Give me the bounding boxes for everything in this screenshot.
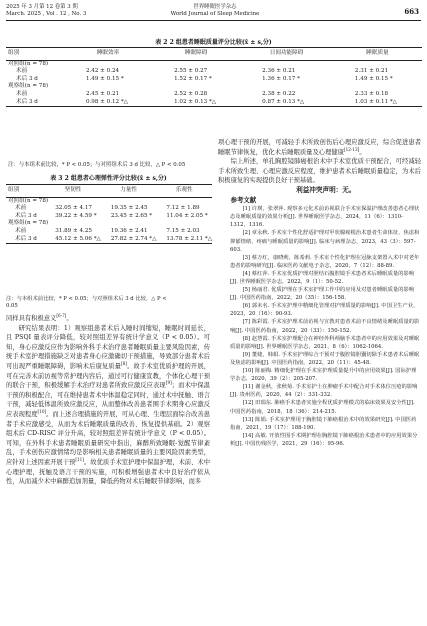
row-label: 术前: [16, 90, 28, 97]
reference-item: [13] 陈娟. 手术室护理用于胸腔镜下肺癌根治术中的效果研究[J]. 中国医药指南，2021，19（17）：188-190.: [230, 416, 417, 431]
table3-group-row: [6, 220, 212, 228]
table3-col-tenacity: 坚韧性: [45, 185, 101, 198]
row-label: 术前: [15, 205, 27, 212]
reference-item: [2] 章永秋. 手术室个性化舒适护理对甲状腺癌根治术患者生命体征、焦虑和抑郁情绪、疼痛与睡眠质量的影响[J]. 临床与病理杂志，2023，43（3）：597-603.: [230, 230, 420, 253]
citation: [9]: [165, 380, 172, 386]
table-cell: 2.38 ± 0.22: [262, 90, 296, 97]
table-cell: 1.49 ± 0.15 *: [85, 75, 124, 82]
right-column-text: [218, 138, 421, 448]
table-cell: 23.45 ± 2.65 *: [110, 212, 153, 219]
row-label: 术前: [15, 227, 27, 234]
table-cell: 13.78 ± 2.11 *△: [156, 236, 212, 244]
table-cell: 2.45 ± 0.21: [85, 90, 120, 97]
table2-col-sleep-quality: 睡眠质量: [333, 48, 422, 61]
table-cell: 1.52 ± 0.17 *: [174, 75, 212, 82]
table-cell: 7.15 ± 2.03: [166, 227, 200, 234]
header-rule: [6, 20, 421, 21]
table-cell: 32.05 ± 4.17: [55, 205, 92, 212]
table-cell: 27.82 ± 2.74 *△: [101, 236, 157, 244]
citation: [11]: [75, 456, 84, 462]
table3-group-row: [6, 197, 212, 205]
table-row: [6, 205, 212, 213]
table3: [6, 184, 212, 244]
table-cell: 2.33 ± 0.18: [354, 90, 389, 97]
references-heading: 参考文献: [230, 195, 257, 204]
reference-item: [7] 陈彩霞. 手术室护理术前访视与宣教对患者术前不良情绪及睡眠质量的影响[J]. 中国医药指南，2022，20（33）：150-152.: [230, 319, 420, 334]
table-cell: 1.49 ± 0.15 *: [354, 75, 393, 82]
text-run: 。: [359, 148, 366, 156]
table-cell: 1.03 ± 0.11 *△: [333, 99, 422, 107]
table2-group-row: [6, 60, 422, 68]
table2-group-label: 观察组(n = 78): [8, 83, 49, 90]
issue-chinese: 2025 年 3 月第 12 卷第 3 期: [6, 4, 78, 10]
row-label: 术后 3 d: [15, 212, 37, 219]
reference-item: [9] 董婕，韩娟. 手术室护理综合干预对于腹腔镜胆囊切除手术患者术后睡眠及焦虑的影响[J]. 中国医药指南，2022，20（11）：45-48.: [230, 351, 420, 366]
table2-note: 注：与本组术前比较，* P < 0.05；与对照组术后 3 d 比较，△ P < 0.05: [8, 162, 186, 168]
table-cell: 1.36 ± 0.17 *: [262, 75, 300, 82]
reference-item: [5] 杨丽君. 优质护理在手术室护理工作中的应用及对患者睡眠质量的影响[J]. 中国医药指南，2022，20（35）：156-158.: [230, 287, 415, 302]
table3-group-label: 观察组(n = 78): [8, 220, 49, 227]
table2-col-sleep-disorder: 睡眠障碍: [152, 48, 240, 61]
table2-caption: 表 2 2 组患者睡眠质量评分比较(x̄ ± s,分): [155, 39, 272, 46]
reference-item: [11] 谢金秋，张秋菊. 手术室护士在肿瘤手术中配合对手术体位压疮的影响[J]. 贵州医药，2020，44（2）：331-332.: [230, 384, 418, 399]
citation: [8]: [121, 360, 127, 366]
reference-item: [4] 蔡红萍. 手术室优质护理对胆结石腹腔镜手术患者术后睡眠质量的影响[J]. 世界睡眠医学杂志，2022，9（1）：50-52.: [230, 270, 415, 285]
table-cell: 19.36 ± 2.41: [110, 227, 148, 234]
table-cell: 7.12 ± 1.89: [166, 205, 200, 212]
text-run: 。故手术室优质护理的开展，可在完善术前访视等常护理内容后，通过可行健康宣教，个体化心理干预的联合干预，积极缓解手术治疗对患者所致应激反应表现: [6, 362, 211, 390]
table-row: [6, 228, 212, 236]
reference-item: [14] 高敏. 开放性围手术期护理在胸腔镜下肺癌根治术患者中的应用效果分析[J]. 中国伤残医学，2021，29（16）：95-96.: [230, 432, 418, 447]
table-cell: 45.12 ± 5.06 *△: [45, 236, 101, 244]
table3-col-optimism: 乐观性: [156, 185, 212, 198]
running-header-center: [140, 4, 290, 18]
table-cell: 0.87 ± 0.13 *△: [240, 99, 333, 107]
paragraph: [6, 324, 210, 487]
citation: [10]: [37, 408, 47, 414]
table-cell: 2.55 ± 0.27: [174, 68, 208, 75]
table3-group-label: 对照组(n = 78): [8, 197, 49, 204]
text-run: 项心理干预的开展，可减轻手术所致创伤后心理应激反应，综合促进患者睡眠节律恢复，优化术后睡眠质量及心理健康: [218, 139, 421, 156]
table-cell: 31.89 ± 4.25: [55, 227, 92, 234]
reference-list: [218, 205, 421, 448]
table-cell: 2.52 ± 0.28: [174, 90, 208, 97]
table3-note: [6, 296, 212, 310]
reference-item: [8] 赵慧霞. 手术室护理配合在神经外科颅脑手术患者中的应用效果及对睡眠质量的影响[J]. 世界睡眠医学杂志，2021，8（6）：1062-1064.: [230, 335, 420, 350]
table2-group-row: [6, 83, 422, 91]
reference-item: [12] 田瑞东. 肺癌手术患者实施全程优质护理模式的临床效果及安全性[J]. 中国医药指南，2018，18（36）：214-215.: [230, 400, 415, 415]
text-run: 。故优质手术室护理中保温护理，术前、术中心理护理，抚触及语言干预的实施，可积极增强患者术中良好治疗依从性，从而减少术中麻醉追加剂量，降低药物对术后睡眠节律影响，而多: [6, 458, 211, 486]
table2: [6, 47, 422, 107]
table3-col-group: 组别: [6, 185, 45, 198]
table3-col-strength: 力量性: [101, 185, 157, 198]
text-run: 同样具有积极意义: [6, 315, 57, 322]
row-label: 术前: [16, 68, 28, 75]
text-run: 研究结果表明：1）观察组患者术后入睡时间缩短，睡眠时间延长，且 PSQI 量表评分降低，较对照组差异有统计学意义（P < 0.05）。可知，身心应激反应作为影响外科手术治疗患者睡眠质量主要风险因素，传统手术室护理措施缺乏对患者身心应激确切干预措施，导致部分患者术后可出现严重睡眠障碍，影响术后康复质量: [6, 324, 210, 370]
row-label: 术后 3 d: [6, 99, 64, 107]
issue-english: March. 2025 , Vol . 12 , No. 3: [6, 11, 87, 18]
table3-note-line1: 注：与本组术前比较，* P < 0.05；与对照组术后 3 d 比较，△ P <: [6, 296, 167, 302]
row-label: 术后 3 d: [6, 236, 45, 244]
table3-note-line2: 0.05: [6, 303, 18, 309]
table-row: [6, 68, 422, 76]
table2-col-sleep-efficiency: 睡眠效率: [64, 48, 152, 61]
table-row: [6, 99, 422, 107]
table-row: [6, 91, 422, 99]
table2-header-row: [6, 48, 422, 61]
table-cell: 2.42 ± 0.24: [85, 68, 120, 75]
table3-header-row: [6, 185, 212, 198]
table-cell: 11.04 ± 2.05 *: [166, 212, 208, 219]
reference-item: [6] 郭未名. 手术室护理中精细化管理对护理质量的影响[J]. 中国卫生产业，2023，20（16）：90-93.: [230, 303, 419, 318]
table-cell: 1.02 ± 0.13 *△: [152, 99, 240, 107]
citation: [6-7]: [56, 313, 67, 318]
table2-group-label: 对照组(n = 78): [8, 60, 49, 67]
reference-item: [10] 陈丽梅. 精细化护理在手术室护理质量提升中的应用效果[J]. 国际护理学杂志，2020，39（2）：205-207.: [230, 368, 417, 383]
reference-item: [1] 许瑛，张翠萍. 观察多元化术前访视联合手术室保温护理改善患者心理状态及睡眠质量的效果分析[J]. 世界睡眠医学杂志，2024，11（6）：1310-1312，1316.: [230, 206, 420, 229]
text-run: 。而上述合理措施的开展，可从心理、生理层面综合改善患者手术应激感受，从而为术后睡眠质量的改善、恢复提供基础。2）观察组术后 CD-RISC 评分升高，较对照组差异有统计学意义（P < 0.05）。可知，在外科手术患者睡眠质量研究中指出，麻醉所致睡眠-觉醒节律紊乱，手术创伤应激情绪均是影响相关患者睡眠质量的主要风险因素类型，应针对上述因素开展干预: [6, 410, 211, 466]
table-row: [6, 236, 212, 244]
text-run: ；而术中保温干预的积极配合，可在维持患者术中体温稳定同时，通过术中抚触、语言干预，减轻低体温所致应激反应，从而整体改善患者围手术期身心应激反应表现程度: [6, 382, 211, 418]
table-cell: 39.22 ± 4.59 *: [55, 212, 97, 219]
row-label: 术后 3 d: [16, 75, 38, 82]
table-row: [6, 76, 422, 84]
paragraph: [218, 138, 421, 157]
table-cell: 0.98 ± 0.12 *△: [64, 99, 152, 107]
citation: [12-13]: [343, 146, 360, 152]
page-number: 663: [404, 7, 419, 16]
table-cell: 19.35 ± 2.45: [110, 205, 148, 212]
left-column-text: [6, 314, 210, 487]
journal-title-english: World Journal of Sleep Medicine: [170, 11, 260, 18]
conclusion-paragraph: 综上所述，单孔胸腔镜肺癌根治术中手术室优质干预配合，可经减轻手术所致生理、心理应激反应程度，维护患者术后睡眠质量稳定，为术后积极康复的实现提供良好干预基础。: [218, 158, 421, 185]
paragraph: [6, 314, 210, 324]
table3-caption: 表 3 2 组患者心理弹性评分比较(x̄ ± s,分): [50, 175, 167, 182]
running-header-left: [6, 4, 86, 18]
conflict-of-interest-statement: 利益冲突声明：无。: [296, 185, 356, 194]
table2-col-daytime-dysfunction: 日间功能障碍: [240, 48, 333, 61]
text-run: 。: [66, 315, 73, 322]
journal-title-chinese: 世界睡眠医学杂志: [193, 4, 237, 10]
table-cell: 2.36 ± 0.21: [262, 68, 296, 75]
table2-col-group: 组别: [6, 48, 64, 61]
table-cell: 2.31 ± 0.21: [354, 68, 389, 75]
reference-item: [3] 蔡万红，康晓莉，陈希莉. 手术室个性化护理在冠脉支架置入术中对老年患者的影响研究[J]. 临床医药文献电子杂志，2020，7（12）：88-89.: [230, 254, 420, 269]
